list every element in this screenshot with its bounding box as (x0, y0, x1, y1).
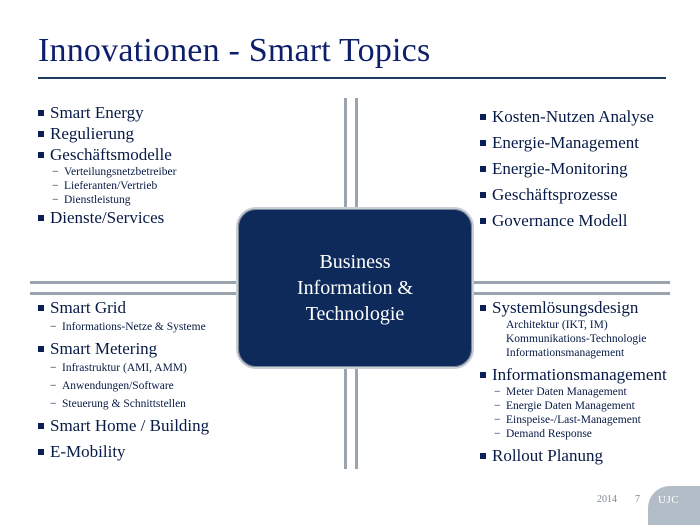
sub-item (494, 413, 667, 427)
bullet-square-icon (480, 453, 486, 459)
dash-icon: − (494, 400, 501, 412)
dash-icon: − (52, 180, 59, 192)
divider-vertical-top-1 (344, 98, 347, 210)
sub-item (52, 165, 176, 179)
bullet-item (480, 158, 654, 179)
bullet-label: Informationsmanagement (492, 365, 667, 384)
bullet-item (38, 123, 176, 144)
sub-label: Demand Response (506, 428, 592, 440)
bullet-square-icon (38, 305, 44, 311)
divider-horizontal-right-1 (470, 281, 670, 284)
bullet-square-icon (38, 131, 44, 137)
footer-year: 2014 (597, 494, 617, 505)
bullet-label: Energie-Management (492, 133, 639, 152)
sub-label: Lieferanten/Vertrieb (64, 180, 158, 192)
bullet-square-icon (480, 192, 486, 198)
bullet-label: Energie-Monitoring (492, 159, 628, 178)
bullet-square-icon (480, 305, 486, 311)
center-line: Information & (296, 277, 414, 299)
sub-item: Kommunikations-Technologie (506, 333, 647, 345)
bullet-item (480, 445, 667, 466)
bullet-item (38, 297, 209, 318)
dash-icon: − (50, 398, 57, 410)
bullet-item (480, 364, 667, 385)
divider-horizontal-left-2 (30, 292, 236, 295)
bullet-label: Kosten-Nutzen Analyse (492, 107, 654, 126)
quadrant-top-right (480, 106, 654, 231)
bullet-label: Rollout Planung (492, 446, 603, 465)
sub-item (494, 399, 667, 413)
quadrant-bottom-right (480, 297, 667, 466)
dash-icon: − (52, 194, 59, 206)
bullet-label: Smart Grid (50, 298, 127, 317)
bullet-item (480, 297, 667, 318)
bullet-item (38, 441, 209, 462)
bullet-item (38, 415, 209, 436)
sub-label: Verteilungsnetzbetreiber (64, 166, 177, 178)
sub-item (494, 385, 667, 399)
quadrant-bottom-left (38, 297, 209, 462)
sub-label: Informations-Netze & Systeme (62, 321, 206, 333)
bullet-item (480, 210, 654, 231)
sub-item (52, 179, 176, 193)
sub-label: Meter Daten Management (506, 386, 627, 398)
bullet-square-icon (38, 449, 44, 455)
bullet-label: Systemlösungsdesign (492, 298, 639, 317)
bullet-item (38, 207, 176, 228)
bullet-item (38, 102, 176, 123)
sub-item (50, 320, 209, 334)
divider-horizontal-right-2 (470, 292, 670, 295)
bullet-label: Dienste/Services (50, 208, 165, 227)
bullet-label: Regulierung (50, 124, 135, 143)
bullet-label: Smart Metering (50, 339, 158, 358)
center-line: Technologie (305, 303, 405, 325)
divider-horizontal-left-1 (30, 281, 236, 284)
sub-label: Dienstleistung (64, 194, 131, 206)
bullet-label: Governance Modell (492, 211, 628, 230)
bullet-label: Smart Home / Building (50, 416, 210, 435)
sub-item (50, 361, 209, 375)
dash-icon: − (50, 380, 57, 392)
dash-icon: − (50, 321, 57, 333)
sub-item: Informationsmanagement (506, 347, 625, 359)
page-number: 7 (635, 494, 640, 505)
dash-icon: − (494, 428, 501, 440)
bullet-item (38, 338, 209, 359)
bullet-label: Geschäftsmodelle (50, 145, 172, 164)
bullet-item (480, 106, 654, 127)
sub-label: Energie Daten Management (506, 400, 635, 412)
bullet-square-icon (38, 423, 44, 429)
bullet-item (480, 184, 654, 205)
bullet-label: Geschäftsprozesse (492, 185, 618, 204)
sub-item: Architektur (IKT, IM) (506, 319, 608, 331)
sub-item (50, 397, 209, 411)
divider-vertical-bottom-1 (344, 365, 347, 469)
bullet-square-icon (38, 215, 44, 221)
sub-label: Anwendungen/Software (62, 380, 174, 392)
bullet-square-icon (480, 372, 486, 378)
sub-item (52, 193, 176, 207)
dash-icon: − (50, 362, 57, 374)
slide-title: Innovationen - Smart Topics (38, 32, 431, 69)
sub-label: Infrastruktur (AMI, AMM) (62, 362, 187, 374)
bullet-label: E-Mobility (50, 442, 126, 461)
center-topic-box (236, 207, 474, 369)
sub-item (50, 379, 209, 393)
bullet-square-icon (480, 166, 486, 172)
sub-label: Steuerung & Schnittstellen (62, 398, 186, 410)
quadrant-top-left (38, 102, 176, 228)
bullet-square-icon (38, 346, 44, 352)
bullet-square-icon (38, 152, 44, 158)
bullet-square-icon (480, 114, 486, 120)
dash-icon: − (494, 414, 501, 426)
divider-vertical-top-2 (355, 98, 358, 210)
bullet-square-icon (38, 110, 44, 116)
sub-label: Einspeise-/Last-Management (506, 414, 641, 426)
bullet-item (38, 144, 176, 165)
bullet-square-icon (480, 140, 486, 146)
sub-item (494, 427, 667, 441)
title-divider (38, 77, 666, 79)
bullet-square-icon (480, 218, 486, 224)
divider-vertical-bottom-2 (355, 365, 358, 469)
dash-icon: − (52, 166, 59, 178)
bullet-label: Smart Energy (50, 103, 144, 122)
logo: UJC (658, 494, 680, 506)
dash-icon: − (494, 386, 501, 398)
bullet-item (480, 132, 654, 153)
center-line: Business (319, 251, 391, 273)
